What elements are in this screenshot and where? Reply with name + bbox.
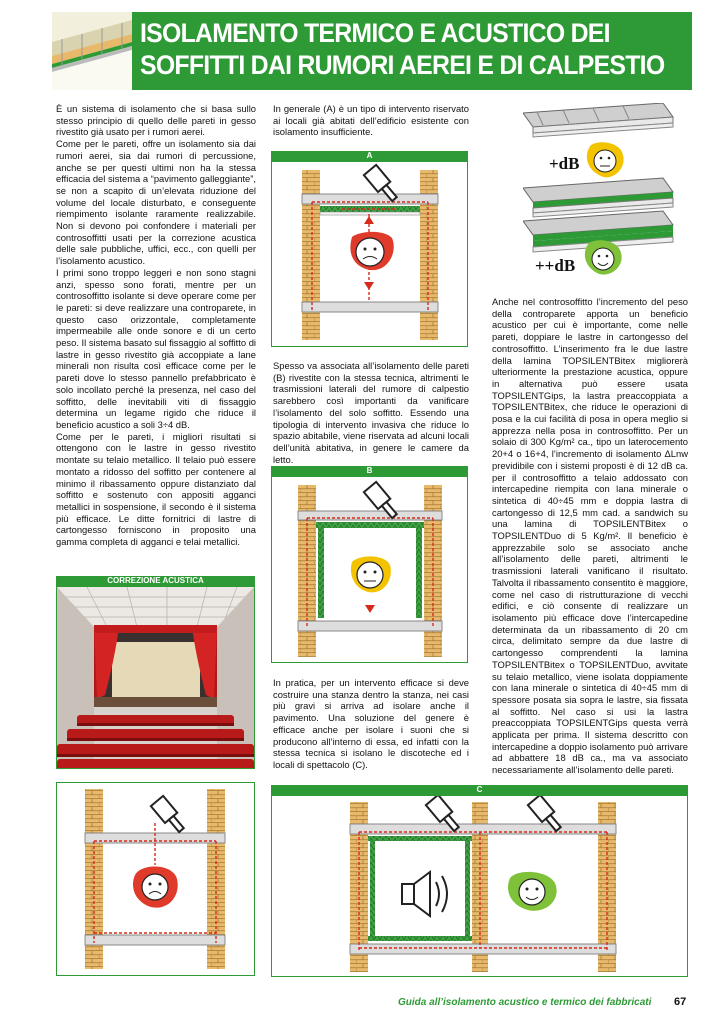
ceiling-section-1 (523, 103, 673, 137)
figure-c-label: C (271, 785, 688, 795)
page-number: 67 (674, 996, 687, 1008)
column-1-text (56, 103, 256, 548)
column-2-text-bottom (273, 677, 469, 771)
theatre-illustration (56, 586, 255, 769)
figure-a-diagram (271, 161, 468, 347)
figure-b-diagram (271, 476, 468, 663)
paragraph: Anche nel controsoffitto l’incremento del peso della controparete apporta un beneficio acustico per cui è importante, come nelle pareti, doppiare le lastre in cartongesso del controsoffitto. L’inserimento fra le due lastre della lamina TOPSILENTBitex migliorerà ulteriormente la prestazione acustica, oppure in alternativa può essere usata TOPSILENTGips, la lastra preaccoppiata a TOPSILENTBitex, che riduce le operazioni di posa e la cui facilità di posa in opera meglio si apprezza nella posa in controsoffitto. Per un solaio di 300 Kg/m² ca., tipo un laterocemento 20+4 o 16+4, l’incremento di isolamento ΔLnw previdibile con i sistemi proposti è di 12 dB ca. per il controsoffitto a telaio addossato con intercapedine riempita con lana minerale o sintetica di 40÷45 mm e doppia lastra di cartongesso di 12,5 mm cad. a sandwich su una lamina di TOPSILENTBitex o TOPSILENTDuo di 5 Kg/m². Il beneficio è apprezzabile solo se associato anche all’isolamento delle pareti, altrimenti le trasmissioni laterali vanificano il risultato. Talvolta il ribassamento consentito è maggiore, come nel caso di ristrutturazione di vecchi edifici, e ciò consente di realizzare un isolamento più efficace dove l’intercapedine determinata da un ribassamento di 20 cm circa, delimitato sempre da due lastre di cartongesso comprendenti la lamina TOPSILENTBitex o TOPSILENTDuo, avvitate su telaio metallico, viene isolata doppiamente con lana minerale o sintetica di 40÷45 mm di spessore posata sia sopra le lastre, sia fissata al soffitto. Nel caso si usi la lastra preaccoppiata TOPSILENTGips questa verrà applicata per prima. Il sistema descritto con intercapedine a doppio isolamento può arrivare ad abbattere 18 dB ca., ma va associato necessariamente all’isolamento delle pareti. (492, 296, 688, 776)
column-3-text (492, 296, 688, 776)
footer-title: Guida all’isolamento acustico e termico dei fabbricati (398, 997, 652, 1008)
loudspeaker-icon (402, 872, 447, 916)
plus-plus-db-label: ++dB (535, 256, 576, 275)
figure-b-label: B (271, 466, 468, 476)
title-line-2: SOFFITTI DAI RUMORI AEREI E DI CALPESTIO (140, 50, 665, 80)
paragraph: Spesso va associata all’isolamento delle pareti (B) rivestite con la stessa tecnica, altrimenti le trasmissioni laterali del rumore di calpestio sarebbero così importanti da vanificare l’isolamento del solo soffitto. Essendo una tipologia di intervento invasiva che riduce lo spazio abitabile, viene riservata ad alcuni locali dell’unità abitativa, in genere le camere da letto. (273, 360, 469, 465)
paragraph: I primi sono troppo leggeri e non sono stagni anzi, spesso sono forati, mentre per un controsoffitto isolante si deve operare come per le pareti: si deve realizzare una controparete, in questo caso orizzontale, completamente impermeabile alle onde sonore e di un certo peso. Il sistema basato sul fissaggio al soffitto di lastre in gesso rivestito già accoppiate a lane minerali non risulta così efficace come per le pareti dove lo stesso pannello prefabbricato è solo incollato perché la presenza, nel caso del soffitto, delle inevitabili viti di fissaggio determina un legame rigido che riduce il beneficio acustico a soli 3÷4 dB. (56, 266, 256, 430)
paragraph: In generale (A) è un tipo di intervento riservato ai locali già abitati dell’edificio esistente con isolamento insufficiente. (273, 103, 469, 138)
paragraph: Come per le pareti, offre un isolamento sia dai rumori aerei, sia dai rumori di percussione, anche se per questi ultimi non ha la stessa efficacia del sistema a “pavimento galleggiante”, se non a scapito di un’elevata riduzione del volume del locale disturbato, e conseguente riempimento isolante raramente realizzabile. Non si devono poi confondere i materiali per controsoffitti usati per la correzione acustica delle sale pubbliche, uffici, ecc., con quelli per l’isolamento acustico. (56, 138, 256, 267)
figure-a-label: A (271, 151, 468, 161)
title-line-1: ISOLAMENTO TERMICO E ACUSTICO DEI (140, 18, 610, 48)
figure-wall-ceiling-noise (56, 782, 255, 976)
column-2-text-top (273, 103, 469, 138)
correzione-acustica-label: CORREZIONE ACUSTICA (56, 576, 255, 586)
ceiling-comparison-illustration (523, 103, 693, 288)
figure-c-diagram (271, 795, 688, 977)
ceiling-section-icon (52, 12, 132, 90)
plus-db-label: +dB (549, 154, 580, 173)
ceiling-section-2 (523, 178, 673, 217)
paragraph: In pratica, per un intervento efficace si deve costruire una stanza dentro la stanza, nei casi più gravi si arriva ad isolare anche il pavimento. Una soluzione del genere è efficace anche per isolare i suoni che si producono all’interno di essa, ed infatti con la stessa tecnica si isolano le discoteche ed i locali di spettacolo (C). (273, 677, 469, 770)
paragraph: Come per le pareti, i migliori risultati si ottengono con le lastre in gesso rivestito montate su telaio metallico. Il telaio può essere montato a ridosso del soffitto per contenere al minimo il ribassamento oppure distanziato dal soffitto e sostenuto con appositi agganci metallici in sospensione, il secondo è il sistema più efficace. Le ditte fornitrici di lastre di cartongesso forniscono in proposito una gamma completa di agganci e telai metallici. (56, 430, 256, 548)
paragraph: È un sistema di isolamento che si basa sullo stesso principio di quello delle pareti in gesso rivestito già usato per i rumori aerei. (56, 103, 256, 138)
page-title (140, 17, 665, 81)
column-2-text-middle (273, 360, 469, 465)
